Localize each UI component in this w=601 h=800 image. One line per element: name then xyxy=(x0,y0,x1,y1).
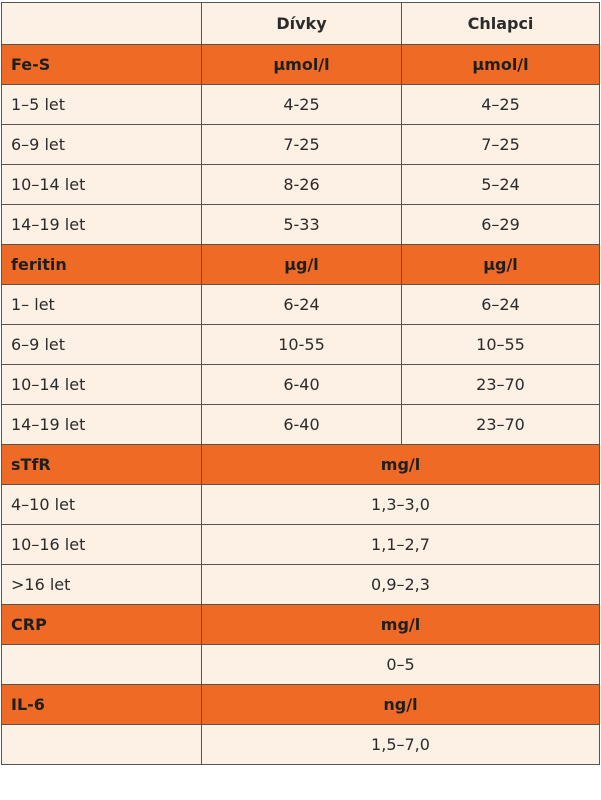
table-row xyxy=(2,85,600,125)
table-row xyxy=(2,725,600,765)
value-boys: 7–25 xyxy=(402,125,600,165)
value-girls: 6-24 xyxy=(202,285,402,325)
column-header-row xyxy=(2,3,600,45)
table-row xyxy=(2,325,600,365)
age-range: 1– let xyxy=(2,285,202,325)
value-girls: 6-40 xyxy=(202,405,402,445)
value-boys: 10–55 xyxy=(402,325,600,365)
value-combined: 1,1–2,7 xyxy=(202,525,600,565)
age-range: >16 let xyxy=(2,565,202,605)
value-boys: 5–24 xyxy=(402,165,600,205)
unit-combined: mg/l xyxy=(202,445,600,485)
unit-boys: μmol/l xyxy=(402,45,600,85)
table-row xyxy=(2,365,600,405)
table-row xyxy=(2,125,600,165)
value-boys: 23–70 xyxy=(402,405,600,445)
value-boys: 6–29 xyxy=(402,205,600,245)
section-header-fe-s xyxy=(2,45,600,85)
table-row xyxy=(2,565,600,605)
age-range: 6–9 let xyxy=(2,125,202,165)
age-range: 10–14 let xyxy=(2,365,202,405)
unit-combined: ng/l xyxy=(202,685,600,725)
unit-girls: μmol/l xyxy=(202,45,402,85)
section-name: CRP xyxy=(2,605,202,645)
value-girls: 6-40 xyxy=(202,365,402,405)
age-range: 14–19 let xyxy=(2,405,202,445)
table-row xyxy=(2,525,600,565)
value-combined: 0–5 xyxy=(202,645,600,685)
table-row xyxy=(2,645,600,685)
unit-boys: μg/l xyxy=(402,245,600,285)
table-row xyxy=(2,205,600,245)
value-boys: 23–70 xyxy=(402,365,600,405)
value-girls: 7-25 xyxy=(202,125,402,165)
table-row xyxy=(2,285,600,325)
age-range: 14–19 let xyxy=(2,205,202,245)
value-boys: 6–24 xyxy=(402,285,600,325)
value-girls: 4-25 xyxy=(202,85,402,125)
column-header-boys: Chlapci xyxy=(402,3,600,45)
unit-girls: μg/l xyxy=(202,245,402,285)
corner-cell xyxy=(2,3,202,45)
age-range: 1–5 let xyxy=(2,85,202,125)
age-range: 10–16 let xyxy=(2,525,202,565)
section-header-stfr xyxy=(2,445,600,485)
value-girls: 10-55 xyxy=(202,325,402,365)
table-row xyxy=(2,405,600,445)
value-girls: 8-26 xyxy=(202,165,402,205)
age-range: 10–14 let xyxy=(2,165,202,205)
value-girls: 5-33 xyxy=(202,205,402,245)
value-combined: 1,5–7,0 xyxy=(202,725,600,765)
reference-values-table xyxy=(1,2,600,765)
value-boys: 4–25 xyxy=(402,85,600,125)
age-range xyxy=(2,725,202,765)
section-header-feritin xyxy=(2,245,600,285)
unit-combined: mg/l xyxy=(202,605,600,645)
section-name: feritin xyxy=(2,245,202,285)
section-name: IL-6 xyxy=(2,685,202,725)
value-combined: 1,3–3,0 xyxy=(202,485,600,525)
value-combined: 0,9–2,3 xyxy=(202,565,600,605)
table-row xyxy=(2,485,600,525)
age-range: 6–9 let xyxy=(2,325,202,365)
section-name: sTfR xyxy=(2,445,202,485)
section-header-crp xyxy=(2,605,600,645)
section-name: Fe-S xyxy=(2,45,202,85)
age-range: 4–10 let xyxy=(2,485,202,525)
age-range xyxy=(2,645,202,685)
column-header-girls: Dívky xyxy=(202,3,402,45)
section-header-il-6 xyxy=(2,685,600,725)
table-row xyxy=(2,165,600,205)
